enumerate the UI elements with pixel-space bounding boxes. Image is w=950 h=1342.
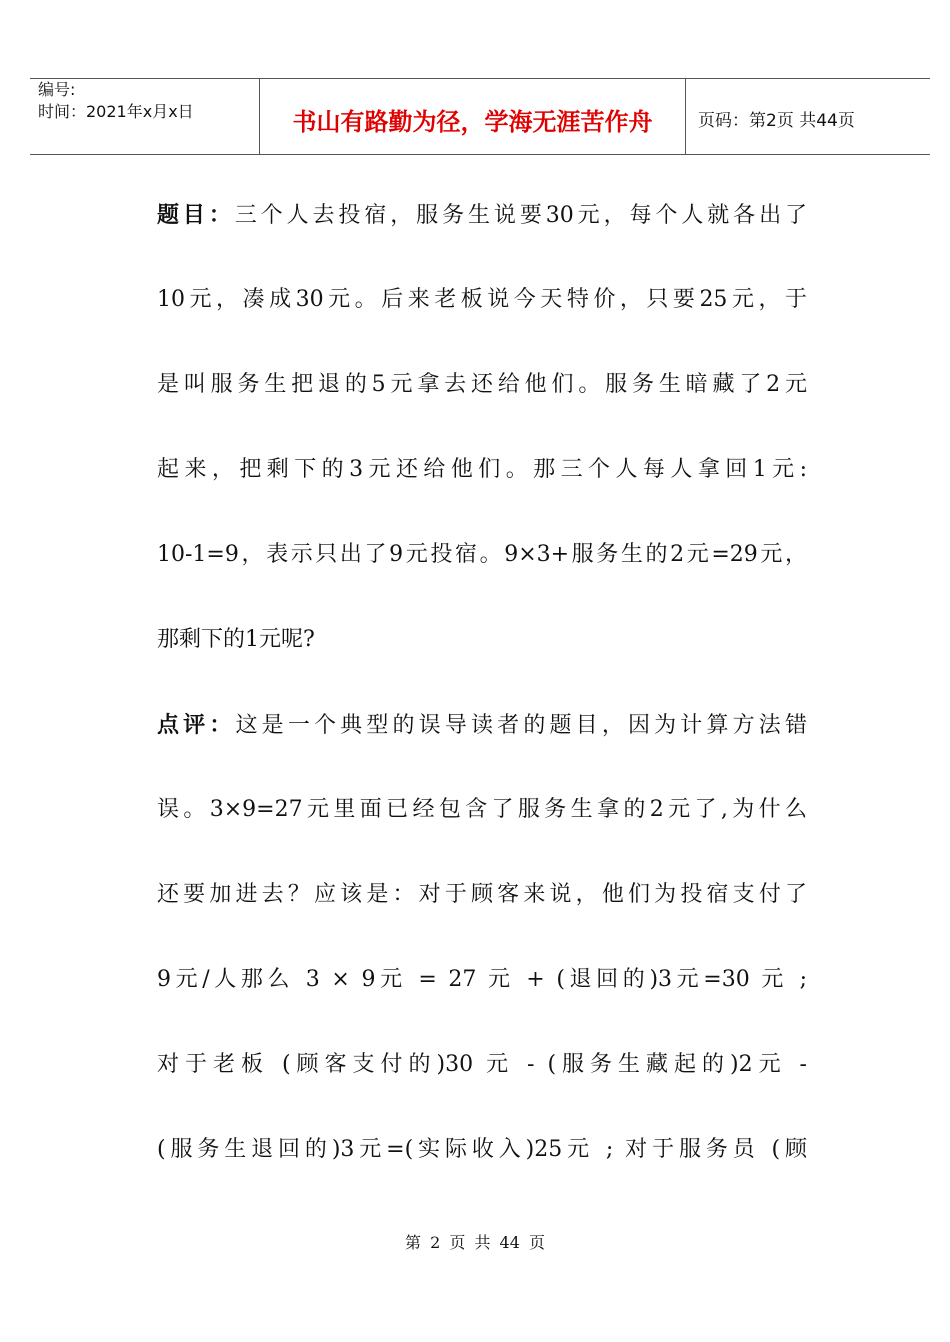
comment-text: 这是一个典型的误导读者的题目，因为计算方法错 [235,713,807,738]
body-line: 对于老板 (顾客支付的)30 元 - (服务生藏起的)2元 - [157,1052,807,1077]
document-body [157,190,807,1210]
body-line [157,190,807,275]
question-label: 题目： [157,202,235,228]
header-page-info: 页码：第2页 共44页 [698,111,855,131]
question-text: 三个人去投宿，服务生说要30元，每个人就各出了 [234,203,807,228]
body-line: 误。3×9=27元里面已经包含了服务生拿的2元了,为什么 [157,797,807,822]
body-line: 9元/人那么 3 × 9元 = 27 元 + (退回的)3元=30 元 ; [157,967,807,992]
body-line: (服务生退回的)3元=(实际收入)25元 ; 对于服务员 (顾 [157,1137,807,1162]
body-line [157,700,807,785]
header-divider-right [685,78,686,155]
page-footer: 第 2 页 共 44 页 [405,1233,545,1252]
page-header [30,78,930,155]
body-line: 还要加进去？应该是：对于顾客来说，他们为投宿支付了 [157,882,807,907]
body-line: 起来，把剩下的3元还给他们。那三个人每人拿回1元: [157,457,807,482]
header-top-rule [30,78,930,79]
header-motto: 书山有路勤为径，学海无涯苦作舟 [292,108,653,136]
body-line: 10元，凑成30元。后来老板说今天特价，只要25元，于 [157,287,807,312]
comment-label: 点评： [157,712,236,738]
code-label: 编号: [38,80,76,99]
body-line: 是叫服务生把退的5元拿去还给他们。服务生暗藏了2元 [157,372,807,397]
body-line: 10-1=9，表示只出了9元投宿。9×3+服务生的2元=29元， [157,542,807,567]
time-label: 时间：2021年x月x日 [38,102,194,121]
body-line: 那剩下的1元呢? [157,627,315,652]
header-bottom-rule [30,154,930,155]
